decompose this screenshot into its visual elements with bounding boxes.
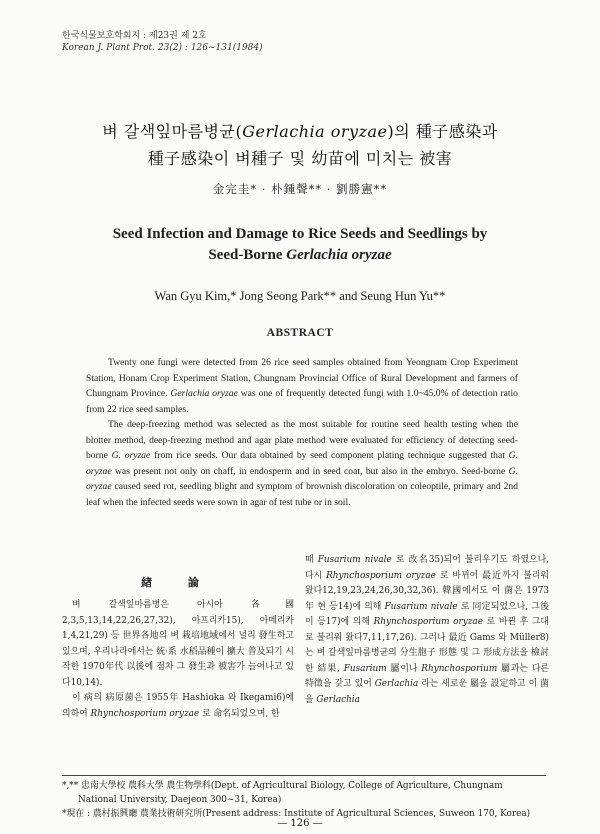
abstract-paragraph: Twenty one fungi were detected from 26 rice seed samples obtained from Yeongnam Crop Experiment Station, Honam Crop Experiment Station, Chungnam Provincial Office of Rural Development and farmers of Chungnam Province. Gerlachia oryzae was one of frequently detected fungi with 1.0~45.0% of detection ratio from 22 rice seed samples. (86, 357, 518, 415)
intro-paragraph: 때 Fusarium nivale 로 改名35)되어 불리우기도 하였으나, 다시 Rhynchosporium oryzae 로 바뀌어 最近까지 불리워 왔다12,19,23,24,26,30,32,36). 韓國에서도 이 菌은 1973年 현 등14)에 의해 Fusarium nivale 로 同定되었으나, 그後 이 등17)에 의해 Rhynchosporium oryzae 로 바뀐 후 그대로 불리워 왔다7,11,17,26). 그러나 最近 Gams 와 Müller8)는 벼 갈색잎마름병균의 分生胞子 形態 및 그 形成方法을 檢討한 結果, Fusarium 屬이나 Rhynchosporium 屬과는 다른 特徵을 갖고 있어 Gerlachia 라는 새로운 屬을 設定하고 이 菌을 Gerlachia (305, 555, 550, 705)
english-title-line1: Seed Infection and Damage to Rice Seeds and Seedlings by (112, 226, 488, 242)
abstract-heading: ABSTRACT (266, 327, 334, 339)
korean-title-line2: 種子感染이 벼種子 및 幼苗에 미치는 被害 (147, 149, 453, 168)
korean-title-line1: 벼 갈색잎마름병균(Gerlachia oryzae)의 種子感染과 (102, 122, 498, 141)
journal-korean: 한국식물보호학회지 : 제23권 제 2호 (62, 31, 207, 41)
journal-citation: Korean J. Plant Prot. 23(2) : 126~131(1984) (62, 43, 263, 53)
footnote-divider (62, 775, 546, 776)
english-title (0, 224, 600, 266)
right-column (305, 553, 549, 708)
left-column (62, 598, 294, 722)
english-authors: Wan Gyu Kim,* Jong Seong Park** and Seung Hun Yu** (154, 289, 446, 303)
page-number: — 126 — (277, 818, 323, 829)
intro-paragraph: 벼 갈색잎마름병은 아시아 各國2,3,5,13,14,22,26,27,32), 아프리카15), 아메리카1,4,21,29) 등 世界各地의 벼 栽培地域에서 널리 發生하고 있으며, 우리나라에서는 統·系 水稻品種이 擴大 普及되기 시작한 1970年代 以後에 점차 그 發生과 被害가 늘어나고 있다10,14). (62, 600, 294, 688)
korean-authors: 金完圭* · 朴鍾聲** · 劉勝憲** (212, 182, 388, 196)
intro-paragraph: 이 病의 病原菌은 1955年 Hashioka 와 Ikegami6)에 의하여 Rhynchosporium oryzae 로 命名되었으며, 한 (62, 693, 294, 719)
introduction-heading: 緖 論 (141, 576, 215, 589)
journal-header (62, 30, 263, 54)
korean-title (0, 118, 600, 172)
abstract-paragraph: The deep-freezing method was selected as the most suitable for routine seed health testing when the blotter method, deep-freezing method and agar plate method were evaluated for efficiency of detecting seed-borne G. oryzae from rice seeds. Our data obtained by seed component plating technique suggested that G. oryzae was present not only on chaff, in endosperm and in seed coat, but also in the embryo. Seed-borne G. oryzae caused seed rot, seedling blight and symptom of brownish discoloration on coleoptile, primary and 2nd leaf when the infected seeds were sown in agar of test tube or in soil. (86, 419, 518, 508)
abstract-body (86, 355, 518, 510)
english-title-line2: Seed-Borne Gerlachia oryzae (208, 247, 392, 263)
footnote-present-address: *現在 : 農村振興廳 農業技術研究所(Present address: Institute of Agricultural Sciences, Suweon 170, Korea) (62, 809, 531, 819)
footnote-affiliation: *,** 忠南大學校 農科大學 農生物學科(Dept. of Agricultural Biology, College of Agriculture, Chungnam National University, Daejeon 300~31, Korea) (62, 781, 503, 805)
